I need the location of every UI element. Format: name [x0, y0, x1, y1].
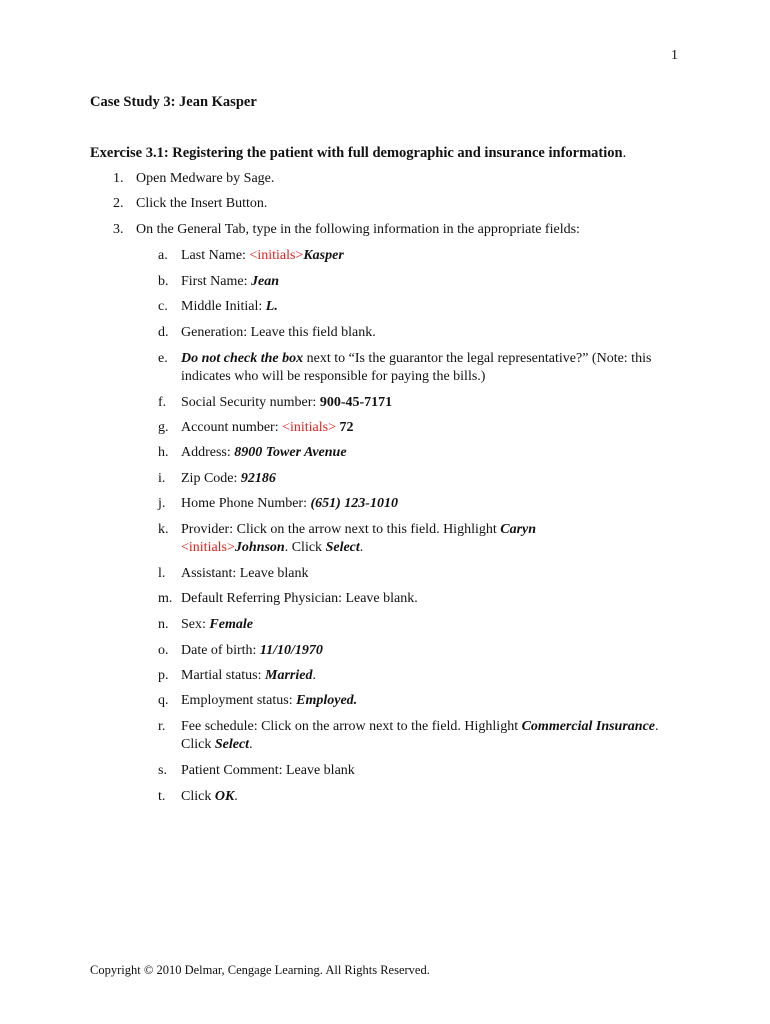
- item-label: Sex:: [181, 617, 210, 632]
- item-assistant: [158, 565, 678, 583]
- item-label: Last Name:: [181, 248, 250, 263]
- item-letter: r.: [158, 719, 166, 734]
- step-text: On the General Tab, type in the following information in the appropriate fields:: [136, 222, 580, 237]
- page-number: 1: [671, 48, 678, 63]
- item-value: Kasper: [303, 248, 344, 263]
- item-account-number: [158, 419, 678, 437]
- item-letter: n.: [158, 617, 169, 632]
- item-value: 900-45-7171: [319, 395, 393, 410]
- step-number: 3.: [113, 222, 124, 237]
- item-letter: m.: [158, 591, 173, 606]
- initials-placeholder: <initials>: [282, 420, 336, 435]
- step-number: 1.: [113, 171, 124, 186]
- item-value: Female: [209, 617, 253, 632]
- item-letter: l.: [158, 566, 166, 581]
- item-label: Click: [181, 789, 215, 804]
- item-employment-status: [158, 692, 678, 710]
- item-letter: g.: [158, 420, 169, 435]
- item-fee-schedule: [158, 718, 678, 754]
- item-label: .: [234, 789, 238, 804]
- item-value: OK: [214, 789, 235, 804]
- item-first-name: [158, 273, 678, 291]
- step-text: Click the Insert Button.: [136, 196, 268, 211]
- item-generation: [158, 324, 678, 342]
- item-referring-physician: [158, 590, 678, 608]
- item-value: Jean: [251, 274, 279, 289]
- item-guarantor-checkbox: [158, 350, 678, 386]
- item-label: Home Phone Number:: [181, 496, 311, 511]
- step-number: 2.: [113, 196, 124, 211]
- item-letter: i.: [158, 471, 166, 486]
- item-label: Social Security number:: [181, 395, 320, 410]
- item-value: Select: [214, 737, 250, 752]
- item-value: Commercial Insurance: [521, 719, 655, 734]
- item-label: Patient Comment: Leave blank: [181, 763, 355, 778]
- item-letter: k.: [158, 522, 169, 537]
- item-label: . Click: [181, 719, 659, 752]
- item-patient-comment: [158, 762, 678, 780]
- item-label: First Name:: [181, 274, 251, 289]
- item-value: Caryn: [500, 522, 537, 537]
- item-letter: h.: [158, 445, 169, 460]
- item-ssn: [158, 394, 678, 412]
- initials-placeholder: <initials>: [249, 248, 304, 263]
- item-label: . Click: [284, 540, 326, 555]
- initials-placeholder: <initials>: [181, 540, 235, 555]
- exercise-heading-text: Exercise 3.1: Registering the patient with full demographic and insurance information: [90, 145, 623, 161]
- item-sex: [158, 616, 678, 634]
- copyright-footer: Copyright © 2010 Delmar, Cengage Learning. All Rights Reserved.: [90, 963, 430, 977]
- item-value: Select: [325, 540, 360, 555]
- item-provider: [158, 521, 678, 557]
- item-value: Employed.: [296, 693, 358, 708]
- item-label: Fee schedule: Click on the arrow next to the field. Highlight: [181, 719, 522, 734]
- item-value: Johnson: [234, 540, 285, 555]
- item-zip-code: [158, 470, 678, 488]
- item-letter: j.: [158, 496, 166, 511]
- item-value: (651) 123-1010: [310, 496, 398, 511]
- item-letter: e.: [158, 351, 168, 366]
- item-value: 72: [336, 420, 354, 435]
- item-letter: s.: [158, 763, 167, 778]
- item-label: next to “Is the guarantor the legal representative?” (Note: this indicates who will be responsible for paying the bills.): [181, 351, 652, 384]
- item-date-of-birth: [158, 642, 678, 660]
- item-letter: a.: [158, 248, 168, 263]
- item-label: Zip Code:: [181, 471, 241, 486]
- item-label: Employment status:: [181, 693, 297, 708]
- item-middle-initial: [158, 298, 678, 316]
- item-label: Assistant: Leave blank: [181, 566, 309, 581]
- item-label: Provider: Click on the arrow next to this field. Highlight: [181, 522, 501, 537]
- item-letter: d.: [158, 325, 169, 340]
- item-letter: o.: [158, 643, 169, 658]
- item-value: Married: [265, 668, 313, 683]
- item-label: .: [249, 737, 253, 752]
- item-last-name: [158, 247, 678, 265]
- item-label: Generation: Leave this field blank.: [181, 325, 376, 340]
- item-marital-status: [158, 667, 678, 685]
- item-value: 8900 Tower Avenue: [234, 445, 347, 460]
- exercise-heading: [90, 145, 626, 162]
- item-label: Address:: [181, 445, 235, 460]
- exercise-heading-period: .: [622, 145, 627, 161]
- item-letter: q.: [158, 693, 169, 708]
- item-click-ok: [158, 788, 678, 806]
- item-letter: p.: [158, 668, 169, 683]
- item-letter: c.: [158, 299, 168, 314]
- item-label: Account number:: [181, 420, 283, 435]
- item-letter: b.: [158, 274, 169, 289]
- item-value: Do not check the box: [181, 351, 304, 366]
- step-text: Open Medware by Sage.: [136, 171, 275, 186]
- item-label: .: [312, 668, 316, 683]
- item-value: 11/10/1970: [259, 643, 323, 658]
- item-label: Middle Initial:: [181, 299, 266, 314]
- item-address: [158, 444, 678, 462]
- item-label: Default Referring Physician: Leave blank.: [181, 591, 418, 606]
- page-title: Case Study 3: Jean Kasper: [90, 94, 257, 110]
- item-value: 92186: [240, 471, 276, 486]
- item-home-phone: [158, 495, 678, 513]
- item-label: Martial status:: [181, 668, 265, 683]
- item-label: Date of birth:: [181, 643, 260, 658]
- item-label: .: [359, 540, 364, 555]
- item-value: L.: [265, 299, 278, 314]
- item-letter: f.: [158, 395, 167, 410]
- item-letter: t.: [158, 789, 166, 804]
